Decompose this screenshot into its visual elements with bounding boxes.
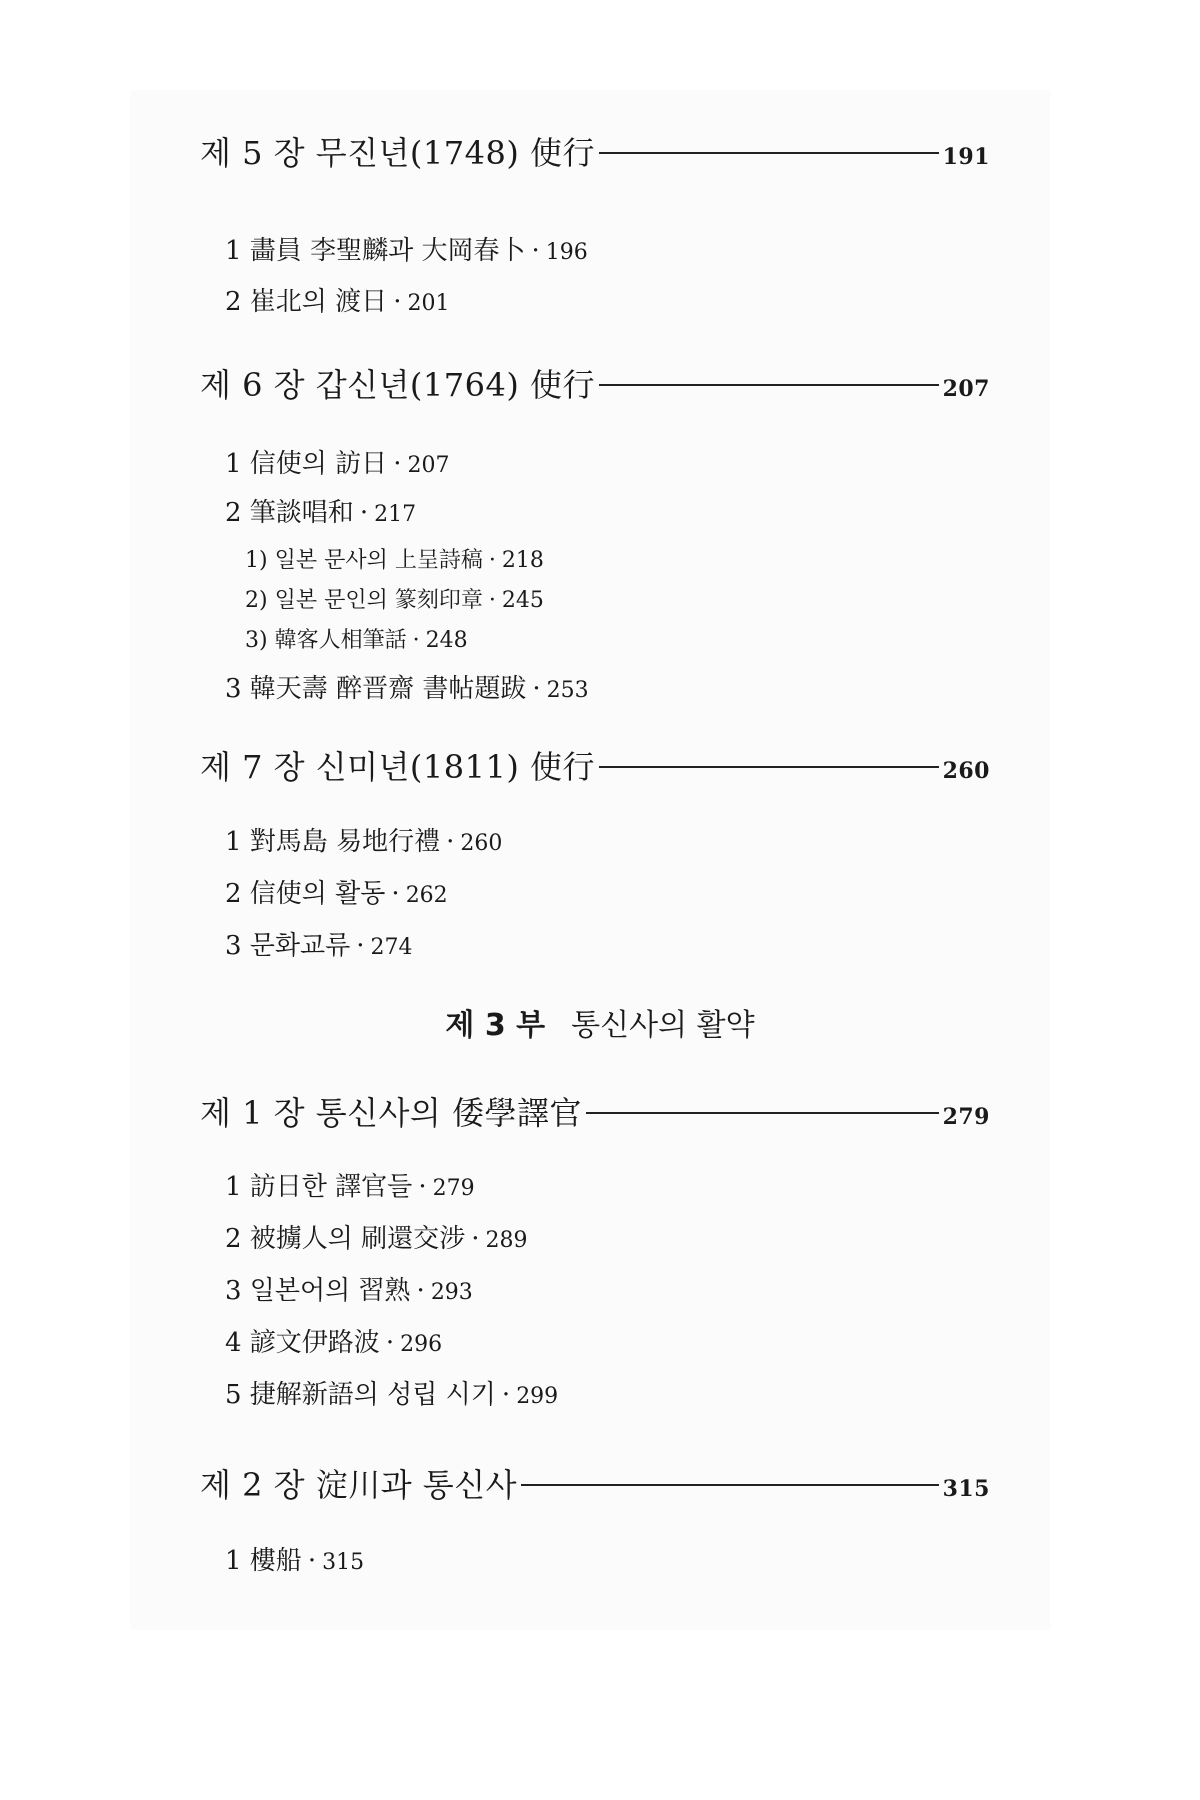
section-title: 1 訪日한 譯官들: [225, 1172, 413, 1202]
section-title: 1 信使의 訪日: [225, 449, 388, 479]
toc-section: [225, 873, 448, 910]
section-page: 279: [432, 1176, 475, 1201]
part-title: 통신사의 활약: [571, 1008, 755, 1043]
section-title: 2 筆談唱和: [225, 498, 354, 528]
toc-section: [225, 1270, 473, 1307]
part-heading: [0, 1000, 1200, 1044]
toc-section: [225, 1218, 527, 1255]
separator: ·: [488, 548, 496, 573]
toc-section: [225, 1374, 558, 1411]
subsection-page: 245: [501, 588, 544, 613]
separator: ·: [532, 674, 541, 704]
separator: ·: [393, 287, 402, 317]
leader-line: [599, 766, 939, 768]
section-page: 289: [485, 1228, 528, 1253]
leader-line: [599, 152, 939, 154]
toc-section: [225, 230, 588, 267]
separator: ·: [359, 498, 369, 528]
separator: ·: [488, 588, 496, 613]
section-page: 274: [370, 935, 413, 960]
separator: ·: [393, 449, 402, 479]
toc-section: [225, 1540, 364, 1577]
leader-line: [599, 384, 939, 386]
separator: ·: [385, 1328, 395, 1358]
leader-line: [521, 1484, 939, 1486]
separator: ·: [501, 1380, 511, 1410]
chapter-title: 제 1 장 통신사의 倭學譯官: [200, 1094, 583, 1132]
subsection-title: 2) 일본 문인의 篆刻印章: [245, 588, 483, 613]
section-title: 1 對馬島 易地行禮: [225, 827, 441, 857]
section-title: 2 被擄人의 刷還交涉: [225, 1224, 466, 1254]
section-title: 5 捷解新語의 성립 시기: [225, 1380, 496, 1410]
section-page: 253: [546, 678, 589, 703]
part-label: 제 3 부: [445, 1008, 546, 1043]
separator: ·: [412, 628, 420, 653]
chapter-page: 315: [942, 1476, 990, 1502]
chapter-title: 제 5 장 무진년(1748) 使行: [200, 134, 596, 172]
separator: ·: [418, 1172, 427, 1202]
toc-section: [225, 821, 502, 858]
toc-subsection: [245, 623, 468, 654]
section-page: 299: [516, 1384, 559, 1409]
subsection-page: 218: [501, 548, 544, 573]
section-title: 1 畵員 李聖麟과 大岡春卜: [225, 236, 526, 266]
section-page: 293: [430, 1280, 473, 1305]
separator: ·: [446, 827, 455, 857]
separator: ·: [531, 236, 540, 266]
section-title: 2 崔北의 渡日: [225, 287, 388, 317]
chapter-title: 제 2 장 淀川과 통신사: [200, 1466, 518, 1504]
toc-section: [225, 925, 413, 962]
section-title: 3 韓天壽 醉晋齋 書帖題跋: [225, 674, 527, 704]
separator: ·: [391, 879, 400, 909]
section-title: 1 樓船: [225, 1546, 302, 1576]
chapter-page: 260: [942, 758, 990, 784]
toc-subsection: [245, 543, 544, 574]
chapter-heading: [200, 742, 990, 788]
section-title: 3 일본어의 習熟: [225, 1276, 411, 1306]
toc-section: [225, 1166, 475, 1203]
separator: ·: [307, 1546, 317, 1576]
toc-section: [225, 492, 416, 529]
section-page: 315: [322, 1550, 365, 1575]
subsection-title: 1) 일본 문사의 上呈詩稿: [245, 548, 483, 573]
section-title: 2 信使의 활동: [225, 879, 386, 909]
toc-section: [225, 281, 449, 318]
chapter-heading: [200, 1460, 990, 1506]
leader-line: [586, 1112, 939, 1114]
separator: ·: [356, 931, 365, 961]
chapter-title: 제 6 장 갑신년(1764) 使行: [200, 366, 596, 404]
section-page: 217: [374, 502, 417, 527]
chapter-page: 191: [942, 144, 990, 170]
section-page: 196: [545, 240, 588, 265]
chapter-heading: [200, 1088, 990, 1134]
section-page: 260: [460, 831, 503, 856]
subsection-page: 248: [425, 628, 468, 653]
chapter-page: 279: [942, 1104, 990, 1130]
toc-subsection: [245, 583, 544, 614]
chapter-heading: [200, 128, 990, 174]
chapter-title: 제 7 장 신미년(1811) 使行: [200, 748, 596, 786]
section-page: 262: [405, 883, 448, 908]
separator: ·: [471, 1224, 480, 1254]
section-title: 4 諺文伊路波: [225, 1328, 380, 1358]
section-page: 296: [400, 1332, 443, 1357]
subsection-title: 3) 韓客人相筆話: [245, 628, 407, 653]
toc-section: [225, 1322, 442, 1359]
chapter-page: 207: [942, 376, 990, 402]
separator: ·: [416, 1276, 425, 1306]
section-page: 207: [407, 453, 450, 478]
chapter-heading: [200, 360, 990, 406]
section-page: 201: [407, 291, 450, 316]
toc-section: [225, 668, 589, 705]
toc-section: [225, 443, 449, 480]
section-title: 3 문화교류: [225, 931, 351, 961]
